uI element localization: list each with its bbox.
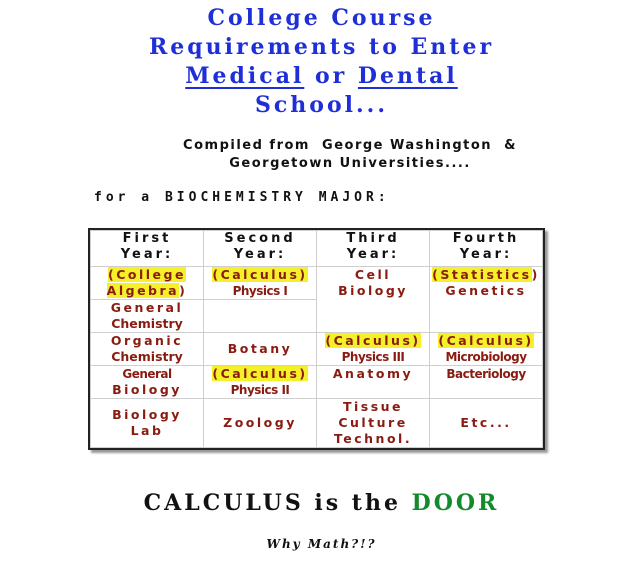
cell-general-biology: General Biology [91, 366, 204, 399]
title-or: or [314, 63, 348, 89]
table-row [91, 333, 543, 366]
title-line-1: College Course [207, 5, 436, 31]
cell-etc: Etc... [430, 399, 543, 448]
cell-calculus-physics-3: (Calculus) Physics III [317, 333, 430, 366]
cell-biology-lab: Biology Lab [91, 399, 204, 448]
why-math-text: Why Math?!? [266, 537, 377, 551]
page-title [0, 4, 643, 120]
cell-statistics-genetics: (Statistics) Genetics [430, 267, 543, 333]
table-row [91, 366, 543, 399]
cell-general-chemistry: General Chemistry [91, 300, 204, 333]
door-text: DOOR [411, 490, 500, 516]
table-row [91, 267, 543, 300]
title-line-3 [0, 62, 643, 91]
cell-college-algebra: (College Algebra) [91, 267, 204, 300]
cell-cell-biology: Cell Biology [317, 267, 430, 333]
table-header-row [91, 231, 543, 267]
title-line-4: School... [255, 92, 388, 118]
title-dental: Dental [357, 63, 458, 89]
cell-calculus-physics-1: (Calculus) Physics I [204, 267, 317, 300]
compiled-line-2: Georgetown Universities.... [229, 156, 471, 171]
cell-organic-chemistry: Organic Chemistry [91, 333, 204, 366]
course-table [88, 228, 545, 450]
header-second-year: Second Year: [204, 231, 317, 267]
cell-calculus-microbiology: (Calculus) Microbiology [430, 333, 543, 366]
compiled-line-1: Compiled from George Washington & [183, 138, 517, 153]
major-heading: for a BIOCHEMISTRY MAJOR: [94, 190, 390, 205]
cell-zoology: Zoology [204, 399, 317, 448]
header-fourth-year: Fourth Year: [430, 231, 543, 267]
table-row [91, 399, 543, 448]
calculus-text: CALCULUS is the [143, 490, 401, 516]
cell-empty [204, 300, 317, 333]
calculus-door-line [0, 490, 643, 516]
cell-anatomy: Anatomy [317, 366, 430, 399]
compiled-note [100, 137, 600, 173]
cell-bacteriology: Bacteriology [430, 366, 543, 399]
cell-botany: Botany [204, 333, 317, 366]
header-third-year: Third Year: [317, 231, 430, 267]
cell-tissue-culture: Tissue Culture Technol. [317, 399, 430, 448]
title-medical: Medical [185, 63, 305, 89]
title-line-2: Requirements to Enter [148, 34, 495, 60]
header-first-year: First Year: [91, 231, 204, 267]
cell-calculus-physics-2: (Calculus) Physics II [204, 366, 317, 399]
